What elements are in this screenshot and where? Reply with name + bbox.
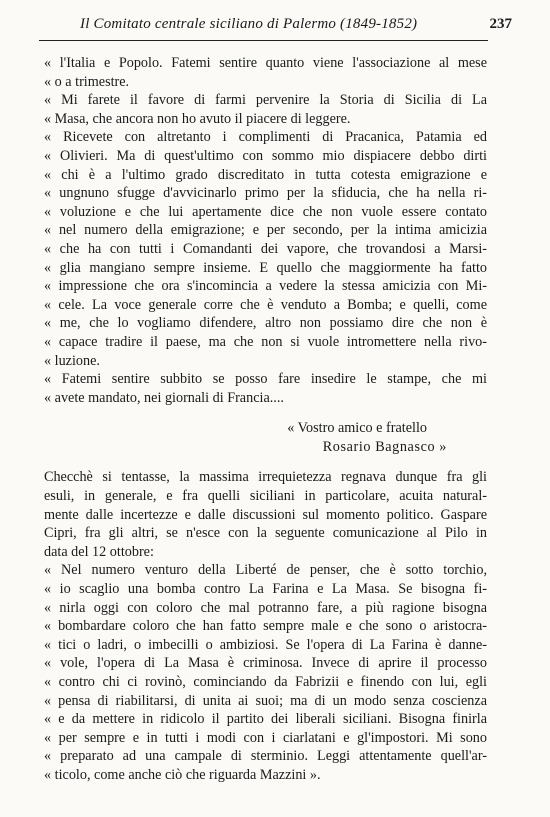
text-line: « Masa, che ancora non ho avuto il piacere di leggere. bbox=[44, 110, 351, 127]
page-body bbox=[44, 54, 487, 785]
quote-line: « io scaglio una bomba contro La Farina e La Masa. Se bisogna fi- bbox=[44, 581, 487, 598]
signature-name: Rosario Bagnasco » bbox=[322, 438, 447, 455]
text-line: « glia mangiano sempre insieme. E quello che maggiormente ha fatto bbox=[44, 259, 487, 276]
text-line: « Fatemi sentire subbito se posso fare insedire le stampe, che mi bbox=[44, 371, 487, 388]
quote-line: « Nel numero venturo della Liberté de penser, che è sotto torchio, bbox=[44, 562, 487, 579]
text-line: « Ricevete con altretanto i complimenti di Pracanica, Patamia ed bbox=[44, 129, 487, 146]
paragraph-line: data del 12 ottobre: bbox=[44, 543, 154, 560]
paragraph-line: esuli, in generale, e fra quelli siciliani in particolare, acuita natural- bbox=[44, 488, 487, 505]
paragraph-line: mente dalle incertezze e dalle discussioni sul momento politico. Gaspare bbox=[44, 506, 487, 523]
quote-line: « e da mettere in ridicolo il partito dei liberali siciliani. Bisogna finirla bbox=[44, 711, 487, 728]
quote-line: « contro chi ci rovinò, cominciando da Fabrizii e finendo con lui, egli bbox=[44, 674, 487, 690]
quote-line: « preparato ad una campale di sterminio. Leggi attentamente quell'ar- bbox=[44, 748, 487, 765]
signature-closing: « Vostro amico e fratello bbox=[287, 420, 427, 437]
text-line: « ungnuno sfugge d'avvicinarlo primo per la sfiducia, che ha nella ri- bbox=[44, 185, 487, 202]
page-number: 237 bbox=[489, 16, 512, 32]
quote-line: « tici o ladri, o imbecilli o ambiziosi. Se l'opera di La Farina è danne- bbox=[44, 636, 487, 653]
running-header bbox=[40, 14, 512, 36]
header-rule bbox=[39, 40, 488, 41]
header-title: Il Comitato centrale siciliano di Palermo (1849-1852) bbox=[80, 16, 418, 32]
quote-line: « pensa di riabilitarsi, di unita ai suoi; ma di un modo senza coscienza bbox=[44, 692, 487, 709]
text-line: « cele. La voce generale corre che è venduto a Bomba; e quelli, come bbox=[44, 296, 487, 313]
text-line: « o a trimestre. bbox=[44, 73, 130, 90]
text-line: « impressione che ora s'incomincia a vedere la stessa amicizia con Mi- bbox=[44, 278, 487, 295]
paragraph-line: Checchè si tentasse, la massima irrequietezza regnava dunque fra gli bbox=[44, 469, 487, 486]
text-line: « Olivieri. Ma di quest'ultimo con sommo mio dispiacere debbo dirti bbox=[44, 147, 487, 164]
text-line: « avete mandato, nei giornali di Francia.... bbox=[44, 389, 284, 406]
quote-line: « ticolo, come anche ciò che riguarda Mazzini ». bbox=[44, 766, 321, 783]
text-line: « voluzione e che lui apertamente dice che non vuole essere contato bbox=[44, 203, 487, 220]
text-line: « luzione. bbox=[44, 352, 100, 369]
text-line: « l'Italia e Popolo. Fatemi sentire quanto viene l'associazione al mese bbox=[44, 55, 487, 71]
paragraph-line: Cipri, fra gli altri, se n'esce con la seguente comunicazione al Pilo in bbox=[44, 525, 487, 542]
text-line: « me, che lo vogliamo difendere, altro non possiamo dire che non è bbox=[44, 315, 487, 332]
quote-line: « vole, l'opera di La Masa è criminosa. Invece di aprire il processo bbox=[44, 655, 487, 672]
quote-line: « bombardare coloro che han fatto sempre male e che sono o aristocra- bbox=[44, 618, 487, 635]
text-line: « chi è a l'ultimo grado discreditato in tutta cotesta emigrazione e bbox=[44, 166, 487, 183]
quote-line: « nirla oggi con coloro che mal potranno fare, a più ragione bisogna bbox=[44, 599, 487, 616]
text-line: « capace tradire il paese, ma che non si vuole intromettere nella rivo- bbox=[44, 333, 487, 350]
quote-line: « per sempre e in tutti i modi con i ciarlatani e gl'impostori. Mi sono bbox=[44, 729, 487, 746]
text-line: « nel numero della emigrazione; e per secondo, per la intima amicizia bbox=[44, 222, 487, 239]
text-line: « Mi farete il favore di farmi pervenire la Storia di Sicilia di La bbox=[44, 92, 487, 109]
text-line: « che ha con tutti i Comandanti dei vapore, che trovandosi a Marsi- bbox=[44, 240, 487, 257]
